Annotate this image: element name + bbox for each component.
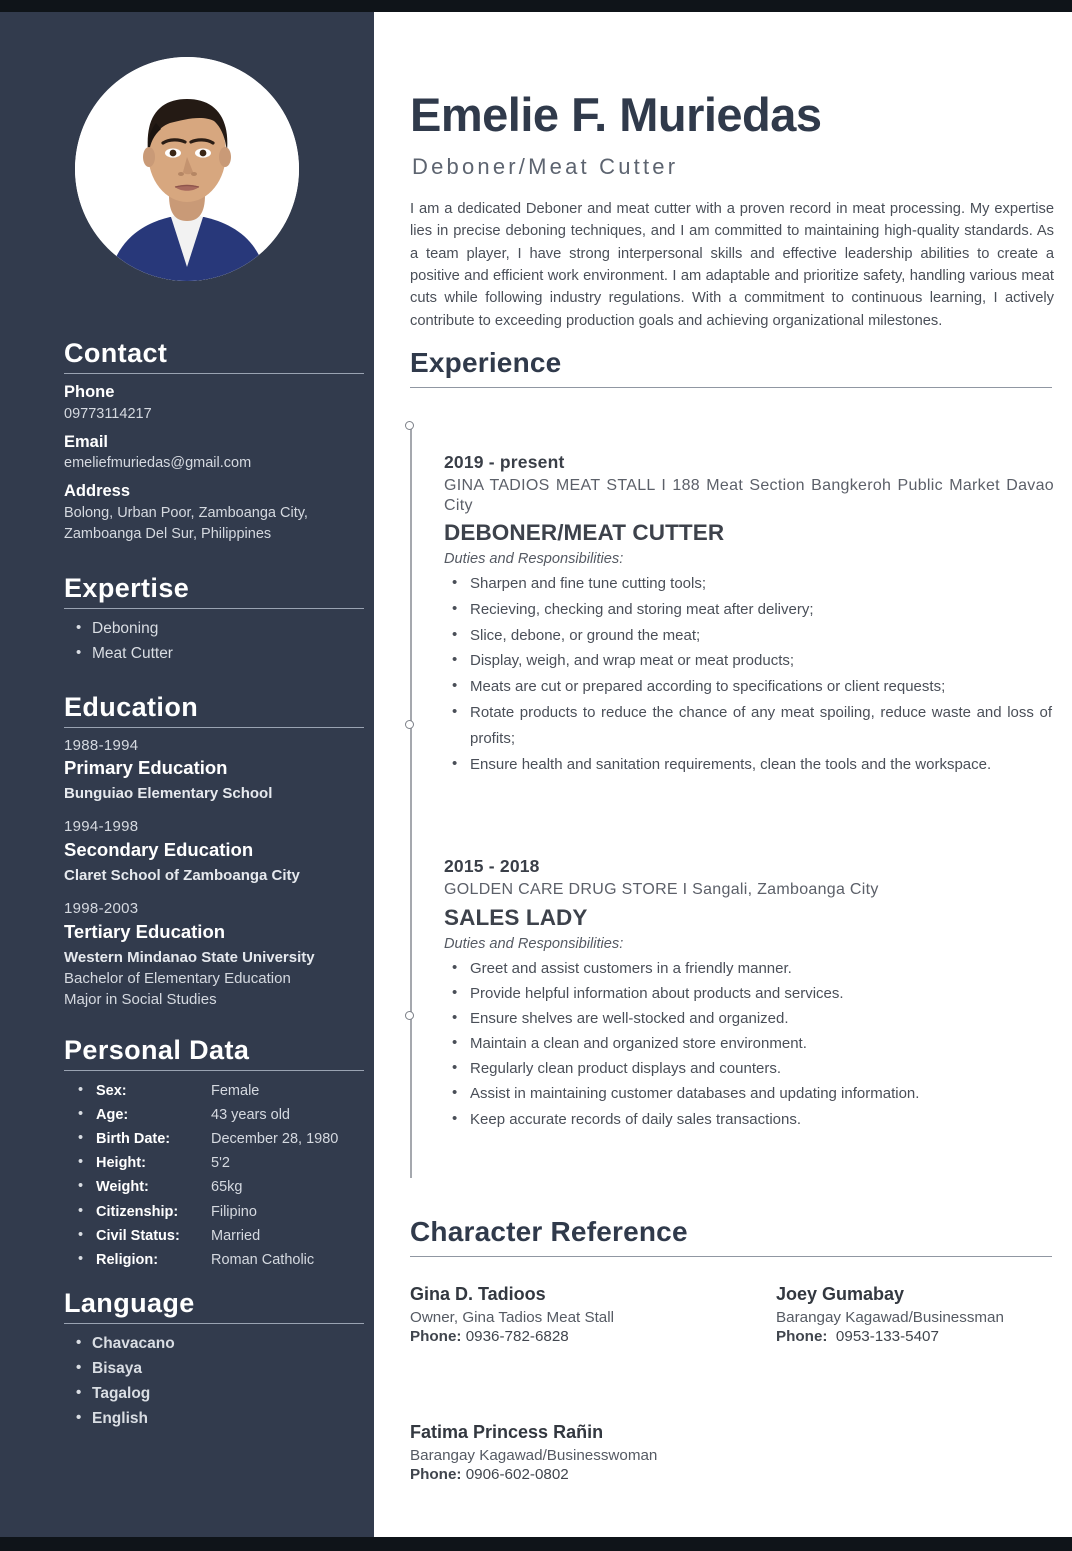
list-item: • Assist in maintaining customer databases and updating information.	[444, 1081, 1054, 1106]
duties-list	[444, 956, 1054, 1132]
language-divider	[64, 1323, 364, 1324]
education-entry	[64, 817, 364, 886]
reference-title: Barangay Kagawad/Businesswoman	[410, 1447, 658, 1464]
list-item	[64, 1175, 364, 1199]
language-heading: Language	[64, 1288, 195, 1319]
job-role-subtitle: Deboner/Meat Cutter	[412, 154, 679, 179]
section-expertise	[64, 573, 364, 667]
reference-item	[410, 1422, 710, 1483]
experience-title: DEBONER/MEAT CUTTER	[444, 520, 725, 546]
pd-label: Birth Date:	[96, 1131, 171, 1148]
list-item: • Meat Cutter	[64, 642, 364, 667]
pd-label: Height:	[96, 1155, 146, 1172]
contact-divider	[64, 373, 364, 374]
address-line-1: Bolong, Urban Poor, Zamboanga City,	[64, 504, 308, 521]
pd-label: Age:	[96, 1106, 129, 1123]
list-item: • Sharpen and fine tune cutting tools;	[444, 571, 1054, 597]
duties-list	[444, 571, 1054, 777]
experience-entry	[444, 856, 1054, 1132]
list-item: • Deboning	[64, 617, 364, 642]
phone-label: Phone:	[776, 1328, 828, 1345]
personal-data-list	[64, 1079, 364, 1273]
education-degree: Bachelor of Elementary Education	[64, 970, 291, 988]
duties-label: Duties and Responsibilities:	[444, 935, 624, 952]
phone-label: Phone:	[410, 1328, 462, 1345]
education-school: Western Mindanao State University	[64, 948, 315, 966]
education-major: Major in Social Studies	[64, 991, 217, 1009]
list-item	[64, 1151, 364, 1175]
list-item	[64, 1079, 364, 1103]
pd-label: Religion:	[96, 1252, 159, 1269]
experience-heading: Experience	[410, 347, 562, 378]
list-item	[64, 1127, 364, 1151]
reference-item	[410, 1284, 710, 1345]
phone-number: 0953-133-5407	[835, 1328, 939, 1345]
references-section-header	[410, 1217, 1054, 1257]
list-item: • Recieving, checking and storing meat after delivery;	[444, 597, 1054, 623]
phone-number: 0936-782-6828	[465, 1328, 569, 1345]
top-black-bar	[0, 0, 1072, 12]
list-item: • English	[64, 1407, 364, 1432]
list-item: • Regularly clean product displays and counters.	[444, 1056, 1054, 1081]
education-divider	[64, 727, 364, 728]
education-years: 1994-1998	[64, 818, 139, 836]
reference-title: Barangay Kagawad/Businessman	[776, 1309, 1004, 1326]
references-heading: Character Reference	[410, 1216, 688, 1247]
phone-number: 0906-602-0802	[465, 1466, 569, 1483]
list-item: • Meats are cut or prepared according to specifications or client requests;	[444, 674, 1054, 700]
pd-value: Female	[211, 1082, 260, 1099]
list-item: • Keep accurate records of daily sales transactions.	[444, 1107, 1054, 1132]
expertise-list	[64, 617, 364, 667]
timeline-dot-icon	[405, 421, 414, 430]
reference-phone	[410, 1466, 710, 1483]
education-entry	[64, 736, 364, 805]
pd-value: Married	[211, 1227, 261, 1244]
list-item	[64, 1248, 364, 1272]
bottom-black-bar	[0, 1537, 1072, 1551]
reference-name: Gina D. Tadioos	[410, 1284, 546, 1304]
expertise-divider	[64, 608, 364, 609]
experience-years: 2015 - 2018	[444, 856, 540, 876]
reference-phone	[410, 1328, 710, 1345]
section-language	[64, 1288, 364, 1431]
phone-label: Phone:	[410, 1466, 462, 1483]
experience-years: 2019 - present	[444, 452, 565, 472]
pd-label: Civil Status:	[96, 1227, 180, 1244]
experience-divider	[410, 387, 1052, 389]
education-heading: Education	[64, 691, 199, 722]
reference-phone	[776, 1328, 1072, 1345]
expertise-heading: Expertise	[64, 572, 190, 603]
profile-summary: I am a dedicated Deboner and meat cutter with a proven record in meat processing. My expertise lies in precise deboning techniques, and I am committed to maintaining high-quality standards. As a team player, I have strong interpersonal skills and effective leadership abilities to create a positive and efficient work environment. I am adaptable and prioritize safety, handling various meat cuts while following industry regulations. With a commitment to continuous learning, I actively contribute to exceeding production goals and achieving organizational milestones.	[410, 201, 1054, 329]
address-line-2: Zamboanga Del Sur, Philippines	[64, 525, 272, 542]
references-divider	[410, 1256, 1052, 1258]
pd-value: Roman Catholic	[211, 1252, 315, 1269]
email-label: Email	[64, 432, 109, 451]
reference-name: Joey Gumabay	[776, 1284, 905, 1304]
list-item: • Display, weigh, and wrap meat or meat products;	[444, 648, 1054, 674]
list-item: • Rotate products to reduce the chance of any meat spoiling, reduce waste and loss of profits;	[444, 700, 1054, 752]
education-years: 1988-1994	[64, 736, 139, 754]
pd-label: Weight:	[96, 1179, 149, 1196]
duties-label: Duties and Responsibilities:	[444, 551, 624, 568]
contact-heading: Contact	[64, 338, 168, 368]
language-list	[64, 1332, 364, 1431]
experience-timeline	[410, 426, 412, 1178]
section-contact	[64, 338, 364, 545]
profile-photo	[75, 57, 299, 281]
list-item	[64, 1200, 364, 1224]
pd-label: Citizenship:	[96, 1203, 179, 1220]
personal-data-heading: Personal Data	[64, 1034, 250, 1065]
education-level: Secondary Education	[64, 838, 254, 860]
list-item: • Ensure health and sanitation requirements, clean the tools and the workspace.	[444, 752, 1054, 778]
sidebar-sections	[64, 338, 364, 1431]
main-column	[374, 12, 1072, 1537]
list-item: • Maintain a clean and organized store environment.	[444, 1031, 1054, 1056]
pd-value: 43 years old	[211, 1106, 290, 1123]
pd-value: 65kg	[211, 1179, 243, 1196]
list-item: • Bisaya	[64, 1357, 364, 1382]
education-years: 1998-2003	[64, 900, 139, 918]
list-item: • Ensure shelves are well-stocked and organized.	[444, 1006, 1054, 1031]
education-level: Tertiary Education	[64, 920, 226, 942]
experience-company: GOLDEN CARE DRUG STORE I Sangali, Zamboanga City	[444, 881, 879, 898]
experience-title: SALES LADY	[444, 904, 588, 930]
list-item	[64, 1224, 364, 1248]
section-personal-data	[64, 1035, 364, 1273]
education-school: Bunguiao Elementary School	[64, 785, 273, 803]
pd-value: 5'2	[211, 1155, 230, 1172]
timeline-dot-icon	[405, 720, 414, 729]
reference-name: Fatima Princess Rañin	[410, 1422, 604, 1442]
experience-company: GINA TADIOS MEAT STALL I 188 Meat Section Bangkeroh Public Market Davao City	[444, 477, 1054, 514]
list-item: • Slice, debone, or ground the meat;	[444, 623, 1054, 649]
phone-label: Phone	[64, 383, 115, 402]
pd-value: December 28, 1980	[211, 1131, 339, 1148]
personal-data-divider	[64, 1070, 364, 1071]
experience-section-header	[410, 348, 1054, 388]
pd-label: Sex:	[96, 1082, 127, 1099]
list-item: • Provide helpful information about products and services.	[444, 981, 1054, 1006]
reference-title: Owner, Gina Tadios Meat Stall	[410, 1309, 615, 1326]
experience-entry	[444, 452, 1054, 777]
address-label: Address	[64, 482, 131, 501]
phone-value: 09773114217	[64, 405, 152, 422]
portrait-illustration	[75, 57, 299, 281]
email-value: emeliefmuriedas@gmail.com	[64, 455, 252, 472]
education-school: Claret School of Zamboanga City	[64, 867, 300, 885]
page-title: Emelie F. Muriedas	[410, 88, 822, 141]
timeline-dot-icon	[405, 1011, 414, 1020]
section-education	[64, 692, 364, 1011]
list-item: • Tagalog	[64, 1382, 364, 1407]
reference-item	[776, 1284, 1072, 1345]
list-item: • Chavacano	[64, 1332, 364, 1357]
education-entry	[64, 899, 364, 1010]
list-item	[64, 1103, 364, 1127]
education-level: Primary Education	[64, 757, 228, 779]
sidebar	[0, 12, 374, 1537]
list-item: • Greet and assist customers in a friendly manner.	[444, 956, 1054, 981]
pd-value: Filipino	[211, 1203, 257, 1220]
